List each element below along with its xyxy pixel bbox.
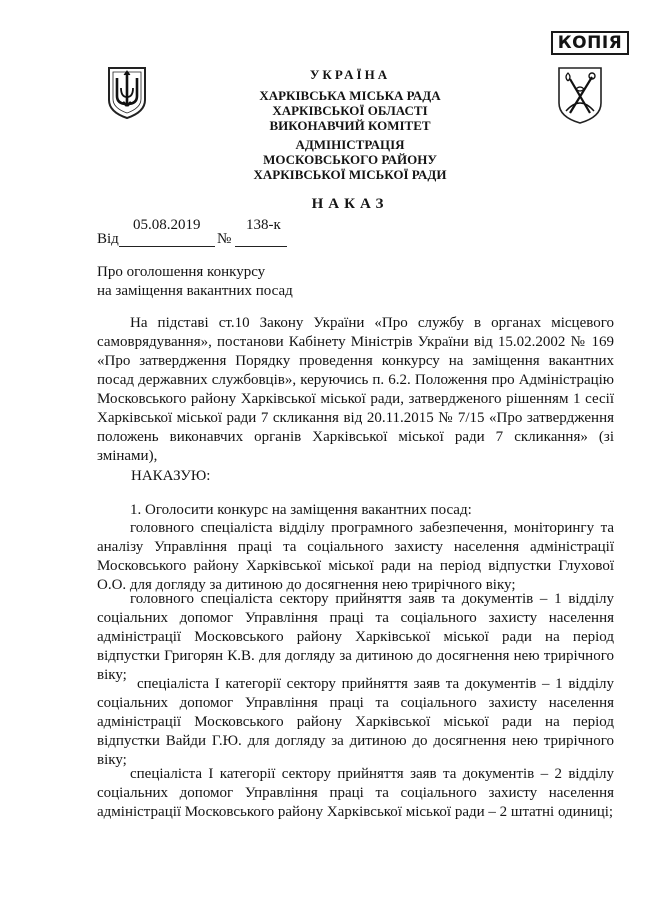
admin-line-3: ХАРКІВСЬКОЇ МІСЬКОЇ РАДИ: [253, 167, 447, 182]
council-line-1: ХАРКІВСЬКА МІСЬКА РАДА: [259, 88, 441, 103]
council-line-3: ВИКОНАВЧИЙ КОМІТЕТ: [269, 118, 431, 133]
order-title: НАКАЗ: [311, 196, 389, 212]
subject-line-1: Про оголошення конкурсу: [97, 264, 266, 280]
country-heading: УКРАЇНА: [309, 67, 391, 82]
order-number: 138-к: [246, 217, 281, 233]
item-1-intro: 1. Оголосити конкурс на заміщення вакантних посад:: [130, 502, 472, 518]
order-date: 05.08.2019: [133, 217, 201, 233]
position-paragraph-3: спеціаліста І категорії сектору прийняття заяв та документів – 1 відділу соціальних допомог Управління праці та соціального захисту населення адміністрації Московського району Харківської міської ради на період відпустки Вайди Г.Ю. для догляду за дитиною до досягнення нею трирічного віку;: [97, 676, 614, 768]
number-label: №: [217, 231, 232, 247]
date-label: Від: [97, 231, 119, 247]
number-underline: [235, 246, 287, 247]
kharkiv-city-coat-of-arms-icon: [556, 65, 604, 125]
copy-stamp: КОПІЯ: [551, 31, 629, 55]
order-subject: [97, 263, 293, 301]
council-line-2: ХАРКІВСЬКОЇ ОБЛАСТІ: [272, 103, 428, 118]
position-paragraph-1: головного спеціаліста відділу програмного забезпечення, моніторингу та аналізу Управління праці та соціального захисту населення адміністрації Московського району Харківської міської ради на період відпустки Глухової О.О. для догляду за дитиною до досягнення нею трирічного віку;: [97, 520, 614, 593]
city-council-heading: [170, 88, 530, 133]
position-paragraph-2: головного спеціаліста сектору прийняття заяв та документів – 1 відділу соціальних допомог Управління праці та соціального захисту населення адміністрації Московського району Харківської міської ради на період відпустки Григорян К.В. для догляду за дитиною до досягнення нею трирічного віку;: [97, 591, 614, 683]
trident-coat-of-arms-icon: [106, 66, 148, 120]
orders-word: НАКАЗУЮ:: [131, 468, 211, 484]
admin-line-2: МОСКОВСЬКОГО РАЙОНУ: [263, 152, 437, 167]
subject-line-2: на заміщення вакантних посад: [97, 283, 293, 299]
preamble-paragraph: На підставі ст.10 Закону України «Про службу в органах місцевого самоврядування», постанови Кабінету Міністрів України від 15.02.2002 № 169 «Про затвердження Порядку проведення конкурсу на заміщення вакантних посад державних службовців», керуючись п. 6.2. Положення про Адміністрацію Московського району Харківської міської ради, затвердженого рішенням 1 сесії Харківської міської ради 7 скликання від 20.11.2015 № 7/15 «Про затвердження положень виконавчих органів Харківської міської ради 7 скликання» (зі змінами),: [97, 315, 614, 464]
date-underline: [119, 246, 215, 247]
district-administration-heading: [170, 137, 530, 182]
admin-line-1: АДМІНІСТРАЦІЯ: [295, 137, 405, 152]
position-paragraph-4: спеціаліста І категорії сектору прийняття заяв та документів – 2 відділу соціальних допомог Управління праці та соціального захисту населення адміністрації Московського району Харківської міської ради – 2 штатні одиниці;: [97, 766, 614, 820]
